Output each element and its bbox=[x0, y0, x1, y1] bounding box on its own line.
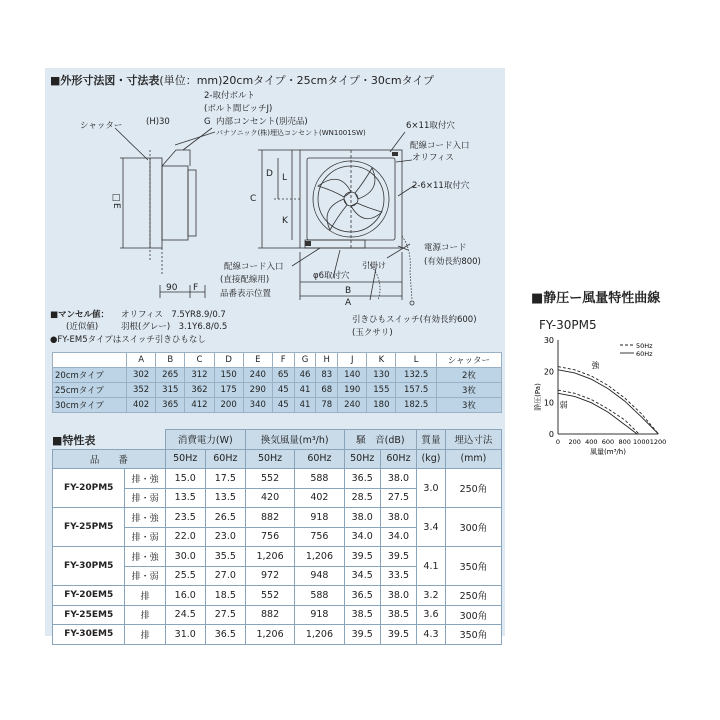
spec-value-cell: 588 bbox=[295, 586, 344, 606]
dim-C: C bbox=[250, 194, 257, 204]
label-wire-inlet-direct: 配線コード入口 bbox=[224, 262, 284, 272]
spec-mode-cell: 排・弱 bbox=[125, 488, 165, 508]
spec-value-cell: 36.5 bbox=[205, 625, 245, 645]
dim-cell: 46 bbox=[294, 368, 316, 383]
pressure-airflow-chart bbox=[528, 334, 678, 456]
dim-cell: 240 bbox=[243, 368, 272, 383]
dim-cell: 68 bbox=[316, 383, 338, 398]
spec-value-cell: 27.5 bbox=[380, 488, 416, 508]
dim-cell: 30cmタイプ bbox=[53, 398, 127, 413]
dim-cell: 132.5 bbox=[396, 368, 436, 383]
dim-cell: 290 bbox=[243, 383, 272, 398]
dim-header-cell: E bbox=[243, 353, 272, 368]
dim-cell: 180 bbox=[367, 398, 396, 413]
spec-value-cell: 402 bbox=[295, 488, 344, 508]
spec-value-cell: 948 bbox=[295, 566, 344, 586]
spec-header-hz: 60Hz bbox=[205, 449, 245, 469]
spec-value-cell: 39.5 bbox=[344, 625, 380, 645]
x-tick-label: 400 bbox=[585, 438, 598, 446]
spec-header-hz: 50Hz bbox=[344, 449, 380, 469]
chart-model-label: FY-30PM5 bbox=[539, 318, 597, 332]
dim-cell: 83 bbox=[316, 368, 338, 383]
dim-header-cell: B bbox=[156, 353, 185, 368]
spec-mass-cell: 3.6 bbox=[417, 605, 446, 625]
dim-cell: 302 bbox=[127, 368, 156, 383]
label-hole-6x11: 6×11取付穴 bbox=[406, 121, 455, 131]
munsell-label: ■マンセル値： bbox=[50, 310, 110, 320]
dim-header-cell: G bbox=[294, 353, 316, 368]
dim-cell: 150 bbox=[214, 368, 243, 383]
dim-header-cell: L bbox=[396, 353, 436, 368]
spec-value-cell: 24.5 bbox=[165, 605, 205, 625]
dim-header-cell bbox=[53, 353, 127, 368]
spec-value-cell: 918 bbox=[295, 508, 344, 528]
dim-A: A bbox=[345, 298, 352, 308]
spec-mode-cell: 排・強 bbox=[125, 508, 165, 528]
x-axis-label: 風量(m³/h) bbox=[590, 448, 626, 456]
spec-mass-cell: 4.3 bbox=[417, 625, 446, 645]
y-axis-label: 静圧(Pa) bbox=[534, 383, 542, 411]
label-h30: (H)30 bbox=[146, 117, 170, 127]
dim-cell: 3枚 bbox=[436, 398, 501, 413]
spec-mode-cell: 排・弱 bbox=[125, 566, 165, 586]
spec-value-cell: 34.0 bbox=[344, 527, 380, 547]
chart-section-title: ■静圧ー風量特性曲線 bbox=[531, 291, 661, 306]
label-bolt: 2-取付ボルト bbox=[204, 91, 255, 101]
spec-value-cell: 552 bbox=[245, 586, 294, 606]
spec-value-cell: 918 bbox=[295, 605, 344, 625]
spec-value-cell: 420 bbox=[245, 488, 294, 508]
dim-cell: 25cmタイプ bbox=[53, 383, 127, 398]
spec-title: ■特性表 bbox=[52, 434, 96, 447]
label-wire-inlet: 配線コード入口 bbox=[410, 141, 470, 151]
front-view-frame bbox=[300, 150, 402, 248]
x-tick-label: 200 bbox=[568, 438, 581, 446]
spec-header-mass-unit: (kg) bbox=[417, 449, 446, 469]
spec-value-cell: 972 bbox=[245, 566, 294, 586]
spec-value-cell: 31.0 bbox=[165, 625, 205, 645]
dim-cell: 315 bbox=[156, 383, 185, 398]
spec-header-noise: 騒 音(dB) bbox=[344, 430, 416, 450]
spec-value-cell: 13.5 bbox=[165, 488, 205, 508]
spec-value-cell: 39.5 bbox=[344, 547, 380, 567]
annotation-strong: 強 bbox=[591, 361, 600, 371]
spec-value-cell: 26.5 bbox=[205, 508, 245, 528]
spec-table bbox=[52, 429, 502, 645]
spec-value-cell: 38.5 bbox=[344, 605, 380, 625]
side-view-orifice bbox=[162, 166, 188, 240]
spec-header-hz: 60Hz bbox=[380, 449, 416, 469]
dim-cell: 155 bbox=[367, 383, 396, 398]
label-model-position: 品番表示位置 bbox=[220, 289, 272, 299]
spec-value-cell: 882 bbox=[245, 605, 294, 625]
dim-cell: 352 bbox=[127, 383, 156, 398]
dim-cell: 2枚 bbox=[436, 368, 501, 383]
spec-value-cell: 18.5 bbox=[205, 586, 245, 606]
dim-header-cell: D bbox=[214, 353, 243, 368]
x-tick-label: 1200 bbox=[649, 438, 667, 446]
spec-model-cell: FY-25EM5 bbox=[53, 605, 125, 625]
spec-row bbox=[53, 547, 502, 567]
spec-value-cell: 34.0 bbox=[380, 527, 416, 547]
spec-mode-cell: 排 bbox=[125, 586, 165, 606]
label-chain: (玉クサリ) bbox=[352, 328, 393, 338]
munsell-note: ●FY-EM5タイプはスイッチ引きひもなし bbox=[50, 335, 206, 345]
series-line bbox=[558, 367, 659, 434]
spec-model-cell: FY-20PM5 bbox=[53, 469, 125, 508]
spec-mass-cell: 4.1 bbox=[417, 547, 446, 586]
spec-value-cell: 38.0 bbox=[380, 469, 416, 489]
dim-header-cell: K bbox=[367, 353, 396, 368]
spec-value-cell: 756 bbox=[295, 527, 344, 547]
dim-header-cell: A bbox=[127, 353, 156, 368]
dimension-table-row bbox=[53, 383, 502, 398]
y-tick-label: 20 bbox=[543, 367, 554, 377]
dim-K: K bbox=[282, 216, 288, 226]
spec-value-cell: 25.5 bbox=[165, 566, 205, 586]
series-line bbox=[558, 390, 639, 434]
dim-B: B bbox=[345, 286, 352, 296]
dim-cell: 265 bbox=[156, 368, 185, 383]
spec-header-embed: 埋込寸法 bbox=[445, 430, 501, 450]
dim-L: L bbox=[282, 173, 288, 183]
spec-mode-cell: 排 bbox=[125, 625, 165, 645]
dimension-table-header bbox=[53, 353, 502, 368]
dim-cell: 45 bbox=[272, 383, 294, 398]
spec-value-cell: 23.0 bbox=[205, 527, 245, 547]
y-tick-label: 0 bbox=[548, 430, 554, 439]
x-tick-label: 1000 bbox=[633, 438, 650, 446]
spec-header-model: 品 番 bbox=[53, 449, 166, 469]
dim-header-cell: C bbox=[185, 353, 214, 368]
spec-value-cell: 1,206 bbox=[295, 547, 344, 567]
dimensions-title: ■外形寸法図・寸法表(単位：mm)20cmタイプ・25cmタイプ・30cmタイプ bbox=[50, 74, 435, 87]
dim-cell: 240 bbox=[338, 398, 367, 413]
label-hole-2-6x11: 2-6×11取付穴 bbox=[412, 181, 470, 191]
y-tick-label: 30 bbox=[543, 336, 554, 345]
dimension-table-row bbox=[53, 398, 502, 413]
dim-cell: 130 bbox=[367, 368, 396, 383]
munsell-orifice: オリフィス 7.5YR8.9/0.7 bbox=[121, 310, 226, 320]
spec-mass-cell: 3.2 bbox=[417, 586, 446, 606]
spec-header-mass: 質量 bbox=[417, 430, 446, 450]
spec-model-cell: FY-30PM5 bbox=[53, 547, 125, 586]
dim-cell: 412 bbox=[185, 398, 214, 413]
dim-cell: 402 bbox=[127, 398, 156, 413]
spec-embed-cell: 350角 bbox=[445, 547, 501, 586]
dim-header-cell: H bbox=[316, 353, 338, 368]
spec-value-cell: 39.5 bbox=[380, 547, 416, 567]
spec-mode-cell: 排・弱 bbox=[125, 527, 165, 547]
spec-value-cell: 13.5 bbox=[205, 488, 245, 508]
x-tick-label: 600 bbox=[601, 438, 615, 446]
spec-value-cell: 16.0 bbox=[165, 586, 205, 606]
label-bolt-pitch: (ボルト間ピッチJ) bbox=[204, 104, 273, 114]
spec-row bbox=[53, 586, 502, 606]
label-shutter: シャッター bbox=[80, 121, 123, 131]
spec-header-hz: 50Hz bbox=[245, 449, 294, 469]
series-line bbox=[558, 370, 659, 434]
spec-model-cell: FY-20EM5 bbox=[53, 586, 125, 606]
x-tick-label: 0 bbox=[555, 438, 561, 446]
dimension-table bbox=[52, 352, 502, 413]
spec-value-cell: 23.5 bbox=[165, 508, 205, 528]
spec-embed-cell: 300角 bbox=[445, 508, 501, 547]
dim-cell: 65 bbox=[272, 368, 294, 383]
spec-value-cell: 38.0 bbox=[380, 586, 416, 606]
legend-label: 50Hz bbox=[636, 342, 653, 350]
munsell-blade: 羽根(グレー) 3.1Y6.8/0.5 bbox=[121, 322, 228, 332]
spec-header-hz: 60Hz bbox=[295, 449, 344, 469]
spec-value-cell: 38.0 bbox=[344, 508, 380, 528]
spec-value-cell: 28.5 bbox=[344, 488, 380, 508]
label-g: G bbox=[204, 117, 211, 127]
spec-value-cell: 1,206 bbox=[245, 625, 294, 645]
x-tick-label: 800 bbox=[618, 438, 631, 446]
dim-cell: 41 bbox=[294, 398, 316, 413]
spec-value-cell: 17.5 bbox=[205, 469, 245, 489]
spec-embed-cell: 300角 bbox=[445, 605, 501, 625]
spec-mode-cell: 排・強 bbox=[125, 469, 165, 489]
dim-cell: 157.5 bbox=[396, 383, 436, 398]
label-hook: 引掛け bbox=[362, 261, 386, 270]
dim-90: 90 bbox=[166, 283, 178, 293]
spec-header-embed-unit: (mm) bbox=[445, 449, 501, 469]
label-outlet: 内部コンセント(別売品) bbox=[216, 117, 308, 127]
spec-mass-cell: 3.0 bbox=[417, 469, 446, 508]
spec-value-cell: 756 bbox=[245, 527, 294, 547]
spec-value-cell: 36.5 bbox=[344, 469, 380, 489]
spec-value-cell: 36.5 bbox=[344, 586, 380, 606]
spec-value-cell: 38.5 bbox=[380, 605, 416, 625]
spec-mass-cell: 3.4 bbox=[417, 508, 446, 547]
spec-value-cell: 588 bbox=[295, 469, 344, 489]
dim-E: □E bbox=[111, 193, 121, 209]
dim-cell: 190 bbox=[338, 383, 367, 398]
spec-value-cell: 35.5 bbox=[205, 547, 245, 567]
spec-header-airflow: 換気風量(m³/h) bbox=[245, 430, 344, 450]
dim-cell: 175 bbox=[214, 383, 243, 398]
annotation-weak: 弱 bbox=[559, 400, 568, 410]
dim-cell: 41 bbox=[294, 383, 316, 398]
spec-header-hz: 50Hz bbox=[165, 449, 205, 469]
spec-value-cell: 30.0 bbox=[165, 547, 205, 567]
spec-mode-cell: 排・強 bbox=[125, 547, 165, 567]
spec-mode-cell: 排 bbox=[125, 605, 165, 625]
dim-F: F bbox=[193, 283, 199, 293]
dim-cell: 340 bbox=[243, 398, 272, 413]
spec-value-cell: 27.5 bbox=[205, 605, 245, 625]
spec-value-cell: 882 bbox=[245, 508, 294, 528]
label-outlet-model: パナソニック(株)埋込コンセント(WN1001SW) bbox=[216, 129, 366, 137]
spec-embed-cell: 250角 bbox=[445, 469, 501, 508]
spec-value-cell: 1,206 bbox=[295, 625, 344, 645]
label-orifice: オリフィス bbox=[412, 153, 454, 163]
label-pull-switch: 引きひもスイッチ(有効長約600) bbox=[352, 315, 477, 325]
label-phi6-hole: φ6取付穴 bbox=[313, 271, 350, 281]
spec-embed-cell: 350角 bbox=[445, 625, 501, 645]
spec-value-cell: 38.0 bbox=[380, 508, 416, 528]
spec-row bbox=[53, 508, 502, 528]
dim-cell: 78 bbox=[316, 398, 338, 413]
spec-model-cell: FY-30EM5 bbox=[53, 625, 125, 645]
spec-embed-cell: 250角 bbox=[445, 586, 501, 606]
series-line bbox=[558, 393, 637, 434]
spec-value-cell: 552 bbox=[245, 469, 294, 489]
side-view-body bbox=[150, 158, 162, 248]
spec-value-cell: 1,206 bbox=[245, 547, 294, 567]
dim-cell: 362 bbox=[185, 383, 214, 398]
dim-cell: 200 bbox=[214, 398, 243, 413]
dim-cell: 20cmタイプ bbox=[53, 368, 127, 383]
spec-value-cell: 15.0 bbox=[165, 469, 205, 489]
dim-header-cell: F bbox=[272, 353, 294, 368]
dim-cell: 182.5 bbox=[396, 398, 436, 413]
spec-header-power: 消費電力(W) bbox=[165, 430, 245, 450]
dim-cell: 140 bbox=[338, 368, 367, 383]
dim-cell: 3枚 bbox=[436, 383, 501, 398]
spec-value-cell: 22.0 bbox=[165, 527, 205, 547]
dim-cell: 312 bbox=[185, 368, 214, 383]
spec-value-cell: 34.5 bbox=[344, 566, 380, 586]
dim-header-cell: シャッター bbox=[436, 353, 501, 368]
label-direct-wiring: (直接配線用) bbox=[220, 275, 270, 285]
munsell-approx: (近似値) bbox=[66, 322, 99, 332]
label-power-cord-length: (有効長約800) bbox=[424, 257, 481, 267]
spec-row bbox=[53, 605, 502, 625]
spec-value-cell: 33.5 bbox=[380, 566, 416, 586]
label-power-cord: 電源コード bbox=[424, 243, 467, 253]
legend-label: 60Hz bbox=[636, 350, 653, 358]
spec-model-cell: FY-25PM5 bbox=[53, 508, 125, 547]
spec-value-cell: 39.5 bbox=[380, 625, 416, 645]
dim-D: D bbox=[266, 169, 273, 179]
spec-value-cell: 27.0 bbox=[205, 566, 245, 586]
dim-header-cell: J bbox=[338, 353, 367, 368]
dim-cell: 365 bbox=[156, 398, 185, 413]
spec-row bbox=[53, 625, 502, 645]
dim-cell: 45 bbox=[272, 398, 294, 413]
dimension-table-row bbox=[53, 368, 502, 383]
spec-row bbox=[53, 469, 502, 489]
y-tick-label: 10 bbox=[543, 398, 554, 408]
